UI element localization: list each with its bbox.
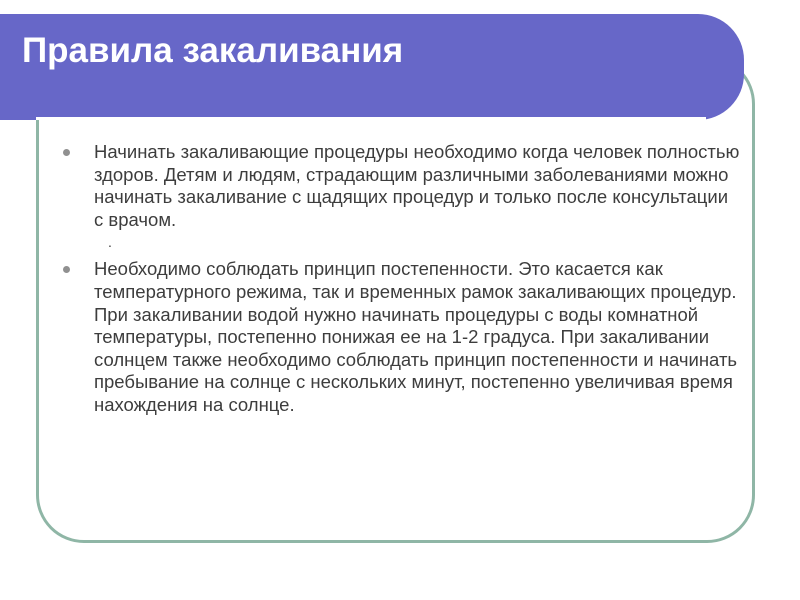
bullet-list (62, 141, 742, 417)
bullet-item-2 (62, 258, 742, 416)
bullet-text-2: Необходимо соблюдать принцип постепенности. Это касается как температурного режима, так и временных рамок закаливающих процедур. При закаливании водой нужно начинать процедуры с воды комнатной температуры, постепенно понижая ее на 1-2 градуса. При закаливании солнцем также необходимо соблюдать принцип постепенности и начинать пребывание на солнце с нескольких минут, постепенно увеличивая время нахождения на солнце. (94, 258, 738, 415)
stray-mark: . (108, 234, 112, 251)
header-band (0, 14, 744, 120)
header-divider (36, 117, 706, 120)
slide-title: Правила закаливания (22, 31, 404, 70)
bullet-item-1 (62, 141, 742, 253)
bullet-icon (63, 149, 70, 156)
bullet-icon (63, 266, 70, 273)
bullet-text-1: Начинать закаливающие процедуры необходимо когда человек полностью здоров. Детям и людям, страдающим различными заболеваниями можно начинать закаливание с щадящих процедур и только после консультации с врачом. (94, 141, 740, 230)
